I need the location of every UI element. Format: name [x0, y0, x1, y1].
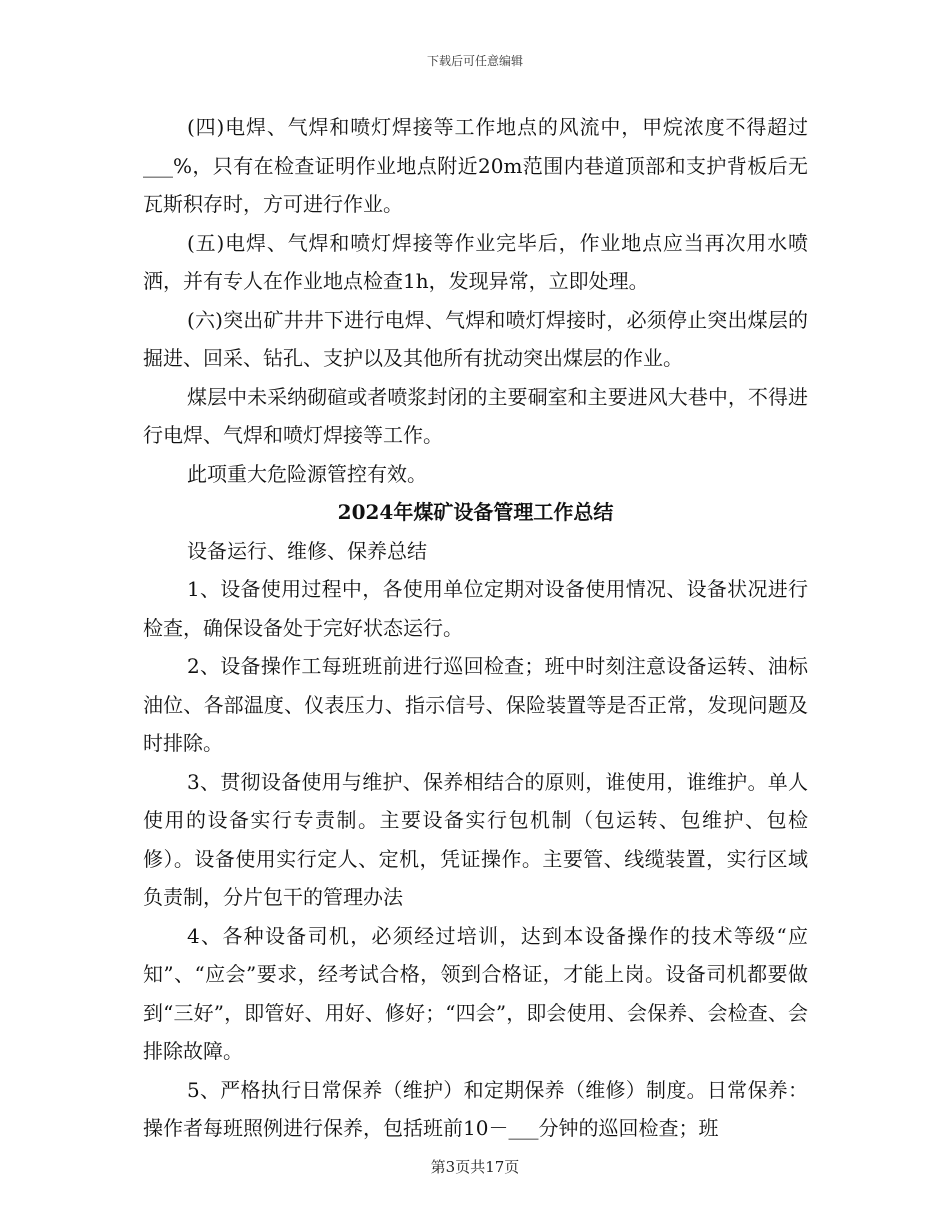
paragraph: (六)突出矿井井下进行电焊、气焊和喷灯焊接时，必须停止突出煤层的掘进、回采、钻孔、支护以及其他所有扰动突出煤层的作业。: [143, 307, 808, 370]
page-footer: 第3页共17页: [430, 1158, 520, 1176]
paragraph: (五)电焊、气焊和喷灯焊接等作业完毕后，作业地点应当再次用水喷洒，并有专人在作业地点检查1h，发现异常，立即处理。: [143, 230, 808, 293]
paragraph: 4、各种设备司机，必须经过培训，达到本设备操作的技术等级“应知”、“应会”要求，经考试合格，领到合格证，才能上岗。设备司机都要做到“三好”，即管好、用好、修好；“四会”，即会使用、会保养、会检查、会排除故障。: [143, 923, 808, 1063]
paragraph: 2、设备操作工每班班前进行巡回检查；班中时刻注意设备运转、油标油位、各部温度、仪表压力、指示信号、保险装置等是否正常，发现问题及时排除。: [143, 654, 808, 755]
paragraph: 1、设备使用过程中，各使用单位定期对设备使用情况、设备状况进行检查，确保设备处于完好状态运行。: [143, 577, 808, 640]
section-title: 2024年煤矿设备管理工作总结: [337, 500, 614, 524]
paragraph: 3、贯彻设备使用与维护、保养相结合的原则，谁使用，谁维护。单人使用的设备实行专责制。主要设备实行包机制（包运转、包维护、包检修）。设备使用实行定人、定机，凭证操作。主要管、线缆装置，实行区域负责制，分片包干的管理办法: [143, 769, 808, 909]
paragraph: 煤层中未采纳砌碹或者喷浆封闭的主要硐室和主要进风大巷中，不得进行电焊、气焊和喷灯焊接等工作。: [143, 384, 808, 447]
page-header: 下载后可任意编辑: [426, 54, 523, 68]
paragraph: 此项重大危险源管控有效。: [187, 461, 427, 486]
paragraph: 5、严格执行日常保养（维护）和定期保养（维修）制度。日常保养：操作者每班照例进行保养，包括班前10－___分钟的巡回检查；班: [143, 1077, 808, 1140]
paragraph: (四)电焊、气焊和喷灯焊接等工作地点的风流中，甲烷浓度不得超过___%，只有在检查证明作业地点附近20m范围内巷道顶部和支护背板后无瓦斯积存时，方可进行作业。: [143, 115, 808, 216]
section-subtitle: 设备运行、维修、保养总结: [187, 538, 427, 563]
document-body: [143, 108, 808, 1148]
